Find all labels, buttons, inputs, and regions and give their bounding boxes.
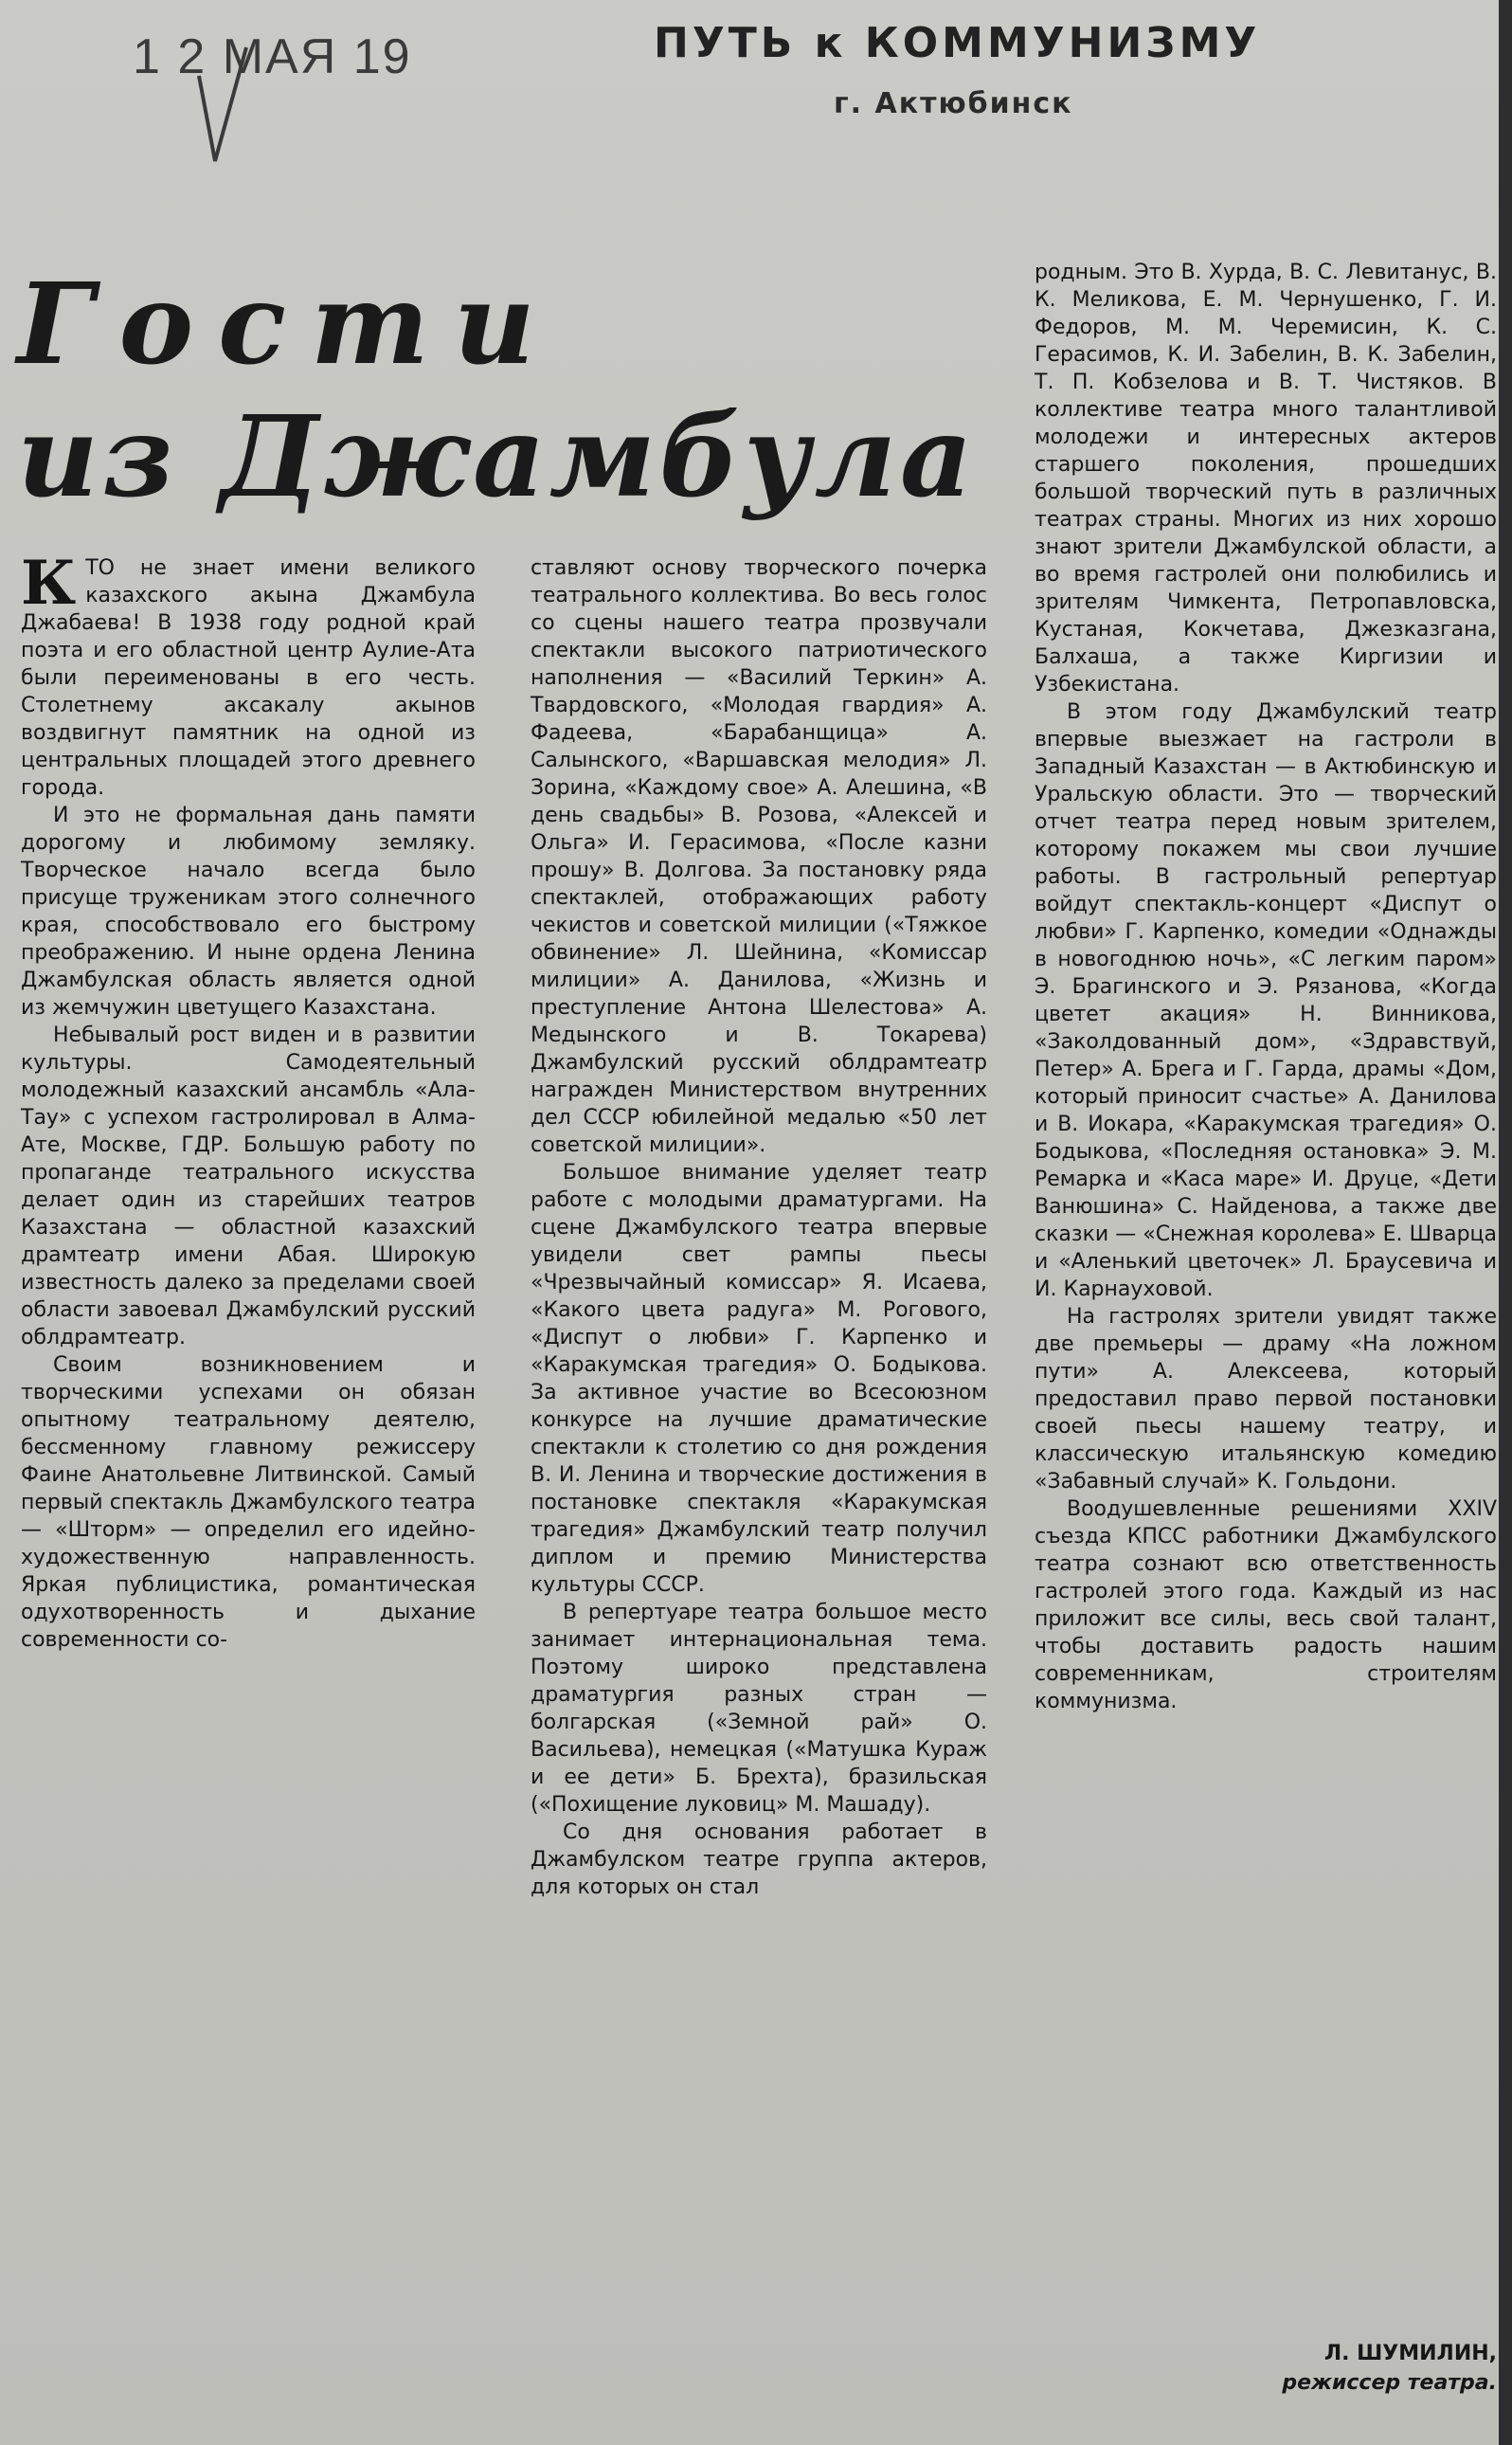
paragraph: Небывалый рост виден и в развитии культуры. Самодеятельный молодежный казахский ансамбль «Ала-Тау» с успехом гастролировал в Алма-Ате, Москве, ГДР. Большую работу по пропаганде театрального искусства делает один из старейших театров Казахстана — областной казахский драмтеатр имени Абая. Широкую известность далеко за пределами своей области завоевал Джамбулский русский облдрамтеатр. (21, 1023, 476, 1349)
drop-cap: К (21, 548, 77, 619)
headline-line-2: из Джамбула (17, 390, 977, 522)
paragraph: И это не формальная дань памяти дорогому и любимому земляку. Творческое начало всегда было присуще труженикам этого солнечного края, способствовало его быстрому преображению. И ныне ордена Ленина Джамбулская область является одной из жемчужин цветущего Казахстана. (21, 804, 476, 1020)
newspaper-city: г. Актюбинск (834, 87, 1073, 120)
paragraph: Своим возникновением и творческими успехами он обязан опытному театральному деятелю, бессменному главному режиссеру Фаине Анатольевне Литвинской. Самый первый спектакль Джамбулского театра — «Шторм» — определил его идейно-художественную направленность. Яркая публицистика, романтическая одухотворенность и дыхание современности со- (21, 1353, 476, 1652)
paragraph: В репертуаре театра большое место занимает интернациональная тема. Поэтому широко представлена драматургия разных стран — болгарская («Земной рай» О. Васильева), немецкая («Матушка Кураж и ее дети» Б. Брехта), бразильская («Похищение луковиц» М. Машаду). (531, 1601, 987, 1817)
paragraph: На гастролях зрители увидят также две премьеры — драму «На ложном пути» А. Алексеева, который предоставил право первой постановки своей пьесы нашему театру, и классическую итальянскую комедию «Забавный случай» К. Гольдони. (1035, 1305, 1497, 1494)
paragraph: ставляют основу творческого почерка театрального коллектива. Во весь голос со сцены нашего театра прозвучали спектакли высокого патриотического наполнения — «Василий Теркин» А. Твардовского, «Молодая гвардия» А. Фадеева, «Барабанщица» А. Салынского, «Варшавская мелодия» Л. Зорина, «Каждому свое» А. Алешина, «В день свадьбы» В. Розова, «Алексей и Ольга» И. Герасимова, «После казни прошу» В. Долгова. За постановку ряда спектаклей, отображающих работу чекистов и советской милиции («Тяжкое обвинение» Л. Шейнина, «Комиссар милиции» А. Данилова, «Жизнь и преступление Антона Шелестова» А. Медынского и В. Токарева) Джамбулский русский облдрамтеатр награжден Министерством внутренних дел СССР юбилейной медалью «50 лет советской милиции». (531, 556, 987, 1157)
article-column-3 (1035, 259, 1497, 1715)
article-column-2 (531, 554, 987, 1901)
headline-line-1: Гости (17, 258, 560, 389)
author-name: Л. ШУМИЛИН, (1323, 2342, 1497, 2365)
paragraph: Большое внимание уделяет театр работе с молодыми драматургами. На сцене Джамбулского театра впервые увидели свет рампы пьесы «Чрезвычайный комиссар» Я. Исаева, «Какого цвета радуга» М. Рогового, «Диспут о любви» Г. Карпенко и «Каракумская трагедия» О. Бодыкова. За активное участие во Всесоюзном конкурсе на лучшие драматические спектакли к столетию со дня рождения В. И. Ленина и творческие достижения в постановке спектакля «Каракумская трагедия» Джамбулский театр получил диплом и премию Министерства культуры СССР. (531, 1161, 987, 1597)
article-column-1 (21, 548, 476, 1654)
author-signature (1175, 2339, 1497, 2398)
paragraph: КТО не знает имени великого казахского акына Джамбула Джабаева! В 1938 году родной край поэта и его областной центр Аулие-Ата были переименованы в его честь. Столетнему аксакалу акынов воздвигнут памятник на одной из центральных площадей этого древнего города. (21, 548, 476, 800)
checkmark-icon (194, 38, 251, 171)
newspaper-title: ПУТЬ к КОММУНИЗМУ (654, 19, 1261, 67)
article-headline (17, 258, 1012, 523)
paragraph: Воодушевленные решениями XXIV съезда КПСС работники Джамбулского театра сознают всю ответственность гастролей этого года. Каждый из нас приложит все силы, весь свой талант, чтобы доставить радость нашим современникам, строителям коммунизма. (1035, 1497, 1497, 1713)
handwritten-date: 1 2 МАЯ 19 (133, 29, 412, 84)
author-role: режиссер театра. (1282, 2371, 1497, 2395)
paragraph: родным. Это В. Хурда, В. С. Левитанус, В. К. Меликова, Е. М. Чернушенко, Г. И. Федоров, М. М. Черемисин, К. С. Герасимов, К. И. Забелин, В. К. Забелин, Т. П. Кобзелова и В. Т. Чистяков. В коллективе театра много талантливой молодежи и интересных актеров старшего поколения, прошедших большой творческий путь в различных театрах страны. Многих из них хорошо знают зрители Джамбулской области, а во время гастролей они полюбились и зрителям Чимкента, Петропавловска, Кустаная, Кокчетава, Джезказгана, Балхаша, а также Киргизии и Узбекистана. (1035, 261, 1497, 697)
paragraph: Со дня основания работает в Джамбулском театре группа актеров, для которых он стал (531, 1820, 987, 1899)
paragraph: В этом году Джамбулский театр впервые выезжает на гастроли в Западный Казахстан — в Актюбинскую и Уральскую области. Это — творческий отчет театра перед новым зрителем, которому покажем мы свои лучшие работы. В гастрольный репертуар войдут спектакль-концерт «Диспут о любви» Г. Карпенко, комедии «Однажды в новогоднюю ночь», «С легким паром» Э. Брагинского и Э. Рязанова, «Когда цветет акация» Н. Винникова, «Заколдованный дом», «Здравствуй, Петер» А. Брега и Г. Гарда, драмы «Дом, который приносит счастье» А. Данилова и В. Иокара, «Каракумская трагедия» О. Бодыкова, «Последняя остановка» Э. М. Ремарка и «Каса маре» И. Друце, «Дети Ванюшина» С. Найденова, а также две сказки — «Снежная королева» Е. Шварца и «Аленький цветочек» Л. Браусевича и И. Карнауховой. (1035, 700, 1497, 1301)
